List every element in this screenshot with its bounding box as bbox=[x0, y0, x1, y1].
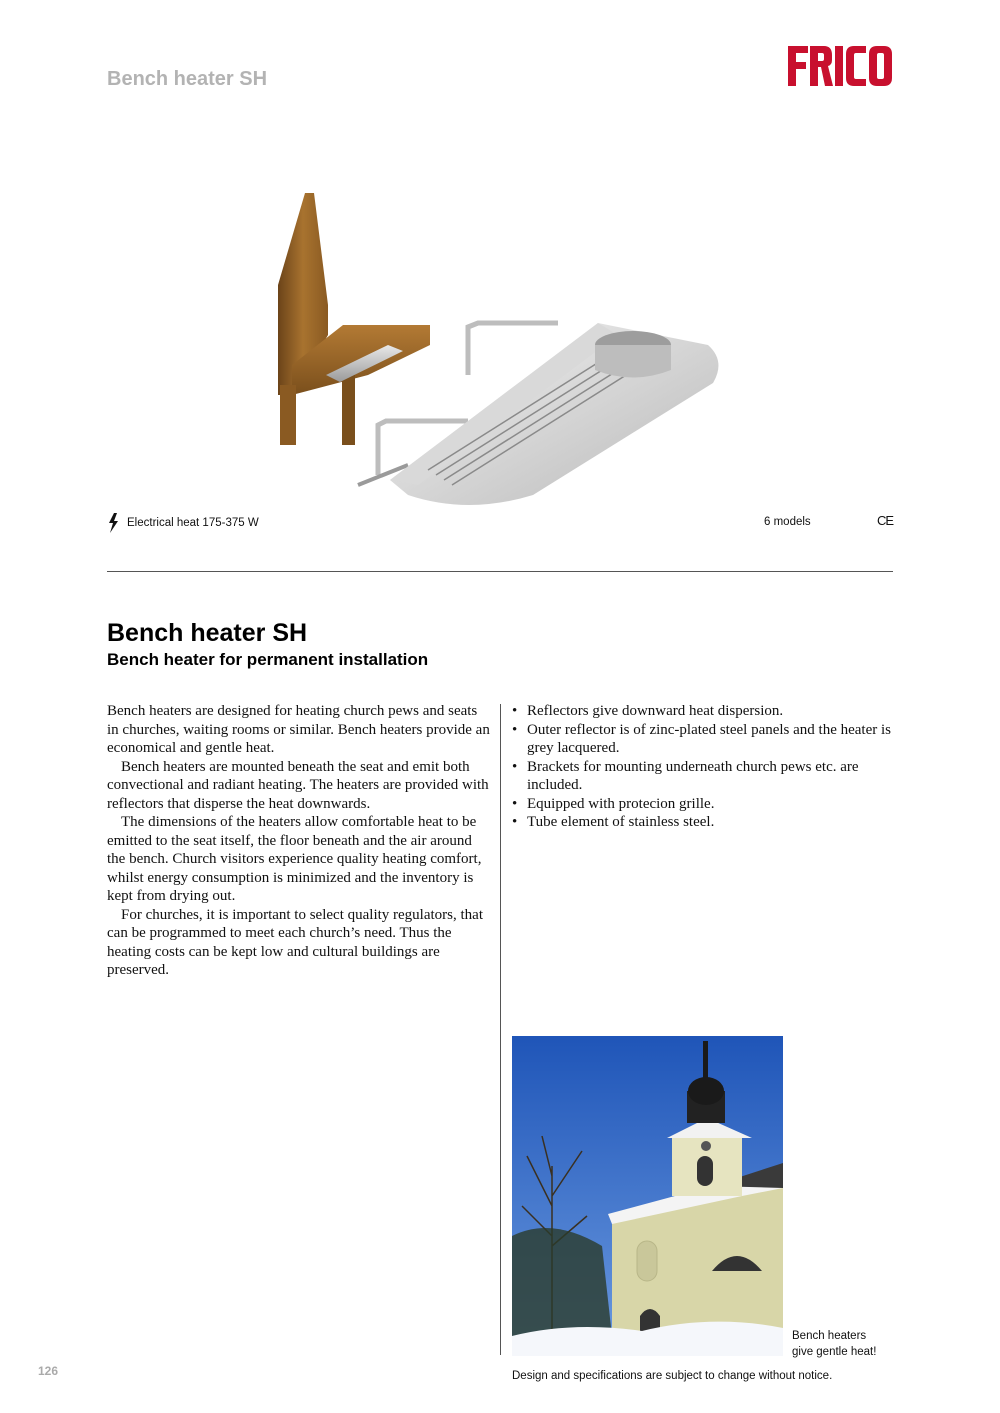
sub-title: Bench heater for permanent installation bbox=[107, 650, 429, 669]
frico-logo bbox=[786, 40, 894, 90]
church-photo bbox=[512, 1036, 783, 1356]
list-item: • Brackets for mounting underneath church pews etc. are included. bbox=[512, 758, 892, 795]
spec-models: 6 models bbox=[764, 516, 811, 528]
ce-mark: CE bbox=[877, 513, 894, 528]
list-item: • Outer reflector is of zinc-plated steel panels and the heater is grey lacquered. bbox=[512, 721, 892, 758]
spec-heat-label: Electrical heat 175-375 W bbox=[127, 517, 259, 529]
footer-note: Design and specifications are subject to change without notice. bbox=[512, 1370, 833, 1382]
paragraph: For churches, it is important to select quality regulators, that can be programmed to meet each church’s need. Thus the heating costs can be kept low and cultural buildings are preserved. bbox=[107, 906, 483, 978]
page-header-title: Bench heater SH bbox=[107, 68, 268, 90]
page-number: 126 bbox=[38, 1364, 59, 1378]
lightning-icon bbox=[107, 513, 119, 533]
column-divider bbox=[500, 704, 501, 1355]
paragraph: Bench heaters are designed for heating church pews and seats in churches, waiting rooms or similar. Bench heaters provide an economical and gentle heat. bbox=[107, 703, 490, 756]
list-item: • Tube element of stainless steel. bbox=[512, 813, 892, 832]
paragraph: The dimensions of the heaters allow comfortable heat to be emitted to the seat itself, the floor beneath and the air around the bench. Church visitors experience quality heating comfort, whilst energy consumption is minimized and the inventory is kept from drying out. bbox=[107, 814, 482, 904]
photo-caption bbox=[792, 1329, 876, 1360]
caption-line: Bench heaters bbox=[792, 1330, 867, 1342]
description-text bbox=[107, 702, 492, 980]
caption-line: give gentle heat! bbox=[792, 1345, 877, 1358]
bench-heater-illustration bbox=[268, 185, 738, 515]
list-item: • Reflectors give downward heat dispersion. bbox=[512, 702, 892, 721]
section-divider bbox=[107, 571, 893, 572]
feature-list bbox=[512, 702, 892, 832]
spec-heat bbox=[107, 513, 259, 533]
main-title: Bench heater SH bbox=[107, 619, 308, 647]
paragraph: Bench heaters are mounted beneath the seat and emit both convectional and radiant heating. The heaters are provided with reflectors that disperse the heat downwards. bbox=[107, 758, 489, 812]
list-item: • Equipped with protecion grille. bbox=[512, 795, 892, 814]
